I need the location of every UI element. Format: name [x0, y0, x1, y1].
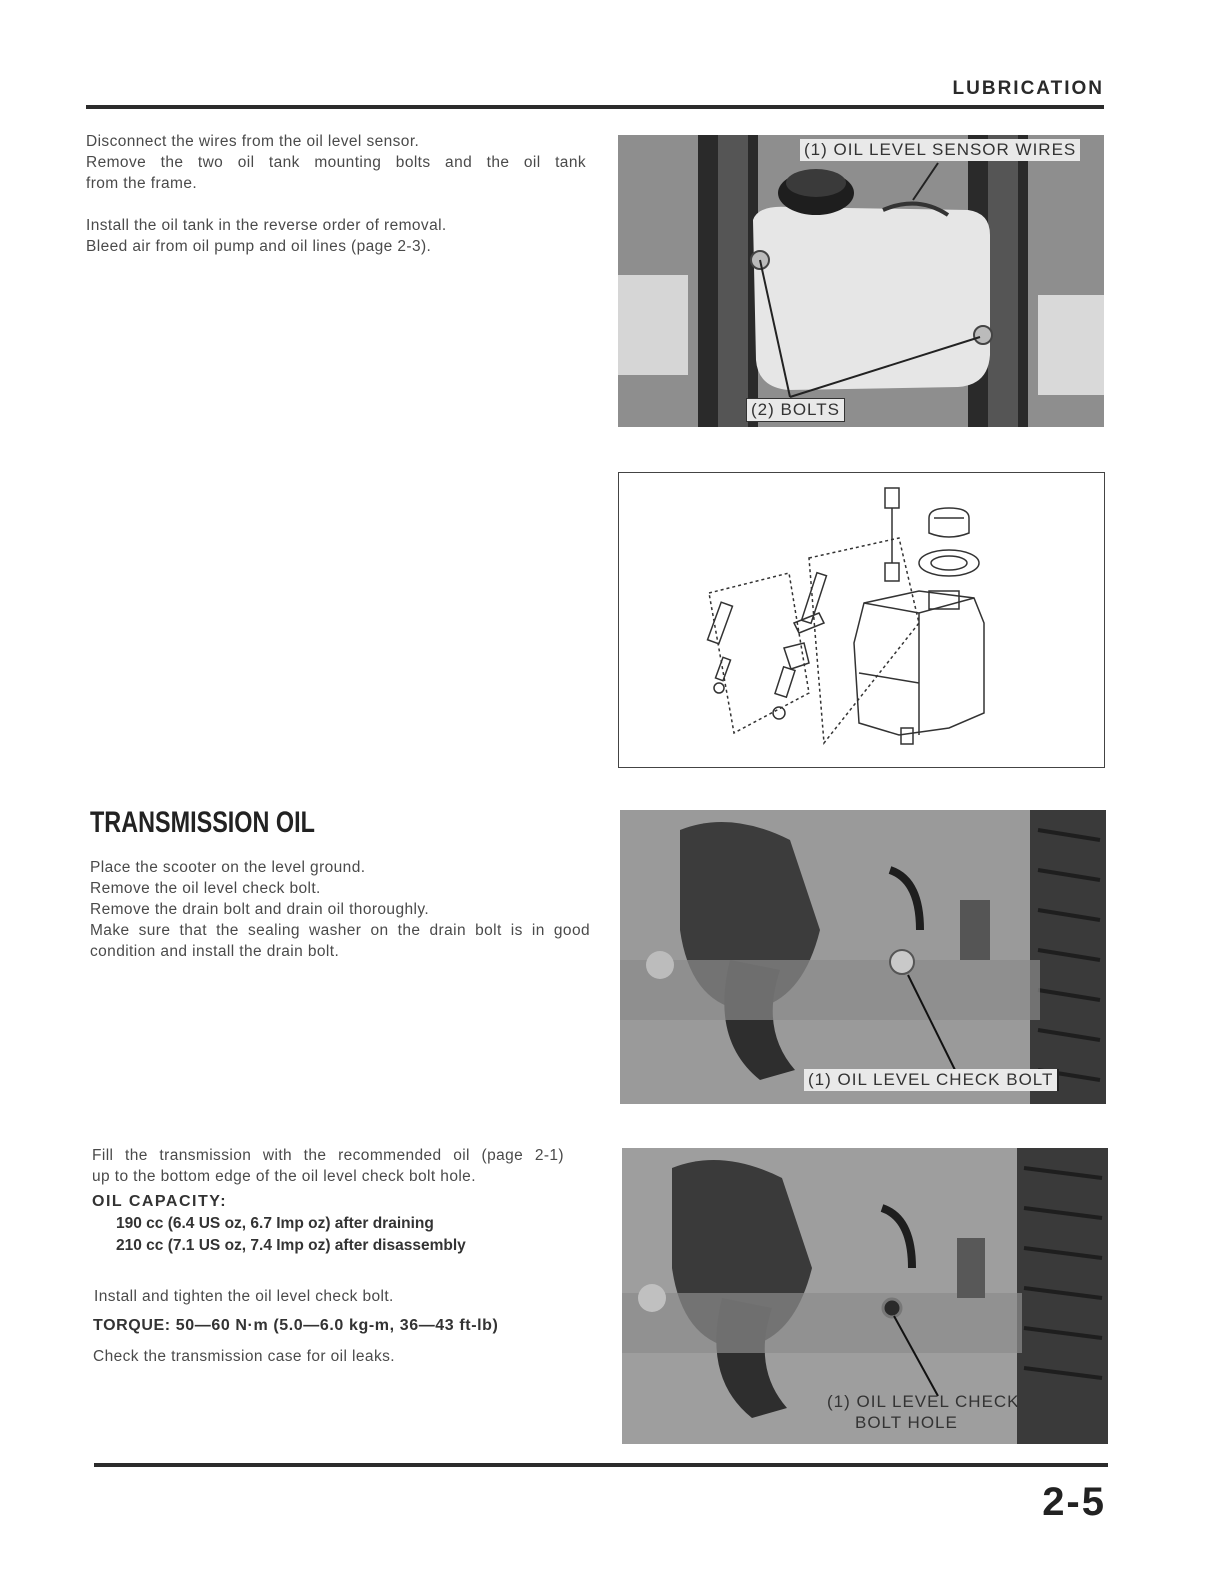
page-number: 2-5 [1042, 1480, 1106, 1524]
bolts-label: (2) BOLTS [746, 398, 845, 422]
section-header: LUBRICATION [952, 78, 1104, 99]
instruction-line: from the frame. [86, 175, 198, 192]
oil-capacity-label: OIL CAPACITY: [92, 1193, 228, 1210]
instruction-line: Check the transmission case for oil leaks. [93, 1348, 395, 1365]
instruction-line: Fill the transmission with the recommended oil (page 2-1) [92, 1147, 564, 1164]
transmission-drain-instructions [90, 857, 590, 962]
instruction-line: condition and install the drain bolt. [90, 943, 340, 960]
sensor-wires-label: (1) OIL LEVEL SENSOR WIRES [800, 139, 1080, 161]
check-leaks-instruction [93, 1346, 395, 1367]
check-bolt-hole-label-line2: BOLT HOLE [855, 1413, 958, 1432]
oil-capacity-disassembly: 210 cc (7.1 US oz, 7.4 Imp oz) after disassembly [116, 1237, 466, 1254]
oil-capacity-draining: 190 cc (6.4 US oz, 6.7 Imp oz) after draining [116, 1215, 434, 1232]
torque-spec: TORQUE: 50—60 N·m (5.0—6.0 kg-m, 36—43 ft-lb) [93, 1317, 499, 1334]
oil-tank-exploded-diagram [618, 472, 1105, 768]
exploded-diagram-art [619, 473, 1104, 767]
instruction-line: Disconnect the wires from the oil level sensor. [86, 133, 420, 150]
instruction-line: Bleed air from oil pump and oil lines (page 2-3). [86, 238, 432, 255]
instruction-line: Install and tighten the oil level check bolt. [94, 1288, 394, 1305]
instruction-line: up to the bottom edge of the oil level check bolt hole. [92, 1168, 476, 1185]
instruction-line: Remove the two oil tank mounting bolts and the oil tank [86, 154, 586, 171]
oil-tank-instructions [86, 131, 586, 257]
instruction-line: Remove the oil level check bolt. [90, 880, 321, 897]
install-bolt-instruction [94, 1286, 394, 1307]
instruction-line: Place the scooter on the level ground. [90, 859, 366, 876]
check-bolt-photo-art [620, 810, 1106, 1104]
check-bolt-hole-label-line1: (1) OIL LEVEL CHECK [827, 1392, 1020, 1411]
instruction-line: Install the oil tank in the reverse order of removal. [86, 217, 447, 234]
transmission-oil-heading: TRANSMISSION OIL [90, 806, 315, 839]
check-bolt-label: (1) OIL LEVEL CHECK BOLT [804, 1069, 1059, 1091]
footer-rule [94, 1463, 1108, 1467]
check-bolt-photo [620, 810, 1106, 1104]
header-rule [86, 105, 1104, 109]
instruction-line: Remove the drain bolt and drain oil thoroughly. [90, 901, 430, 918]
fill-instructions [92, 1145, 564, 1187]
instruction-line: Make sure that the sealing washer on the drain bolt is in good [90, 922, 590, 939]
oil-tank-photo-art [618, 135, 1104, 427]
check-bolt-hole-photo [622, 1148, 1108, 1444]
oil-tank-photo [618, 135, 1104, 427]
